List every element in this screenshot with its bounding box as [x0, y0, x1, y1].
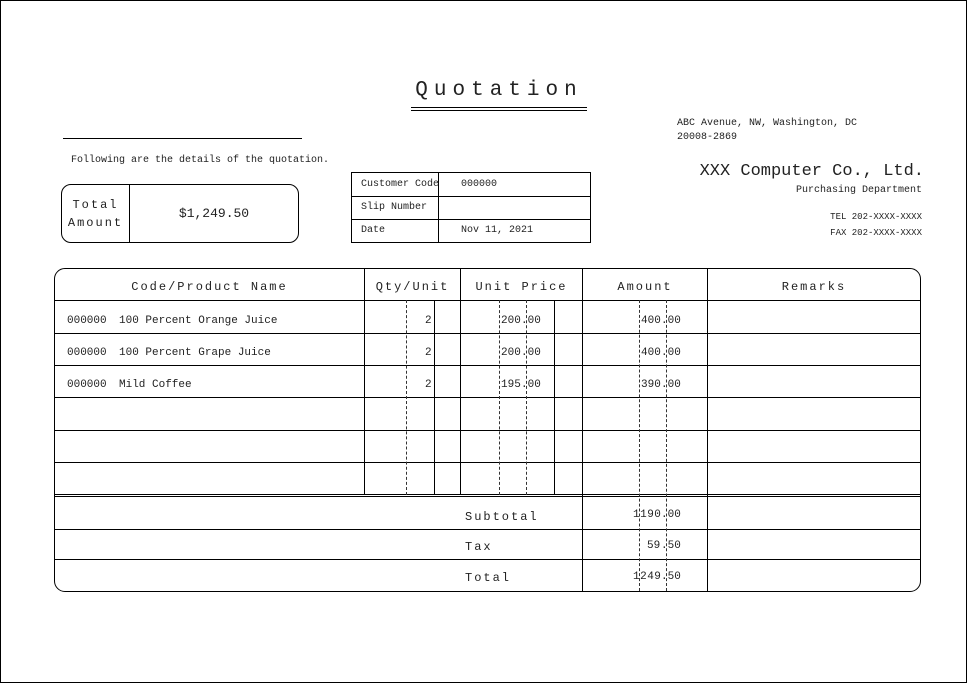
- total-amount-label: [62, 185, 130, 242]
- row-rule: [55, 462, 920, 463]
- info-value: Nov 11, 2021: [461, 225, 534, 236]
- info-key: Customer Code: [361, 179, 440, 190]
- company-tel: TEL 202-XXXX-XXXX: [830, 212, 922, 222]
- total-int: 1249: [633, 571, 662, 583]
- table-row-amount-int: 400: [641, 315, 661, 327]
- info-row-date: [352, 219, 590, 242]
- table-row-amount-int: 400: [641, 347, 661, 359]
- info-row-slip-number: [352, 196, 590, 220]
- qty-unit-divider: [434, 300, 435, 495]
- row-rule: [55, 333, 920, 334]
- document-title: Quotation: [411, 79, 587, 108]
- header-code-product: Code/Product Name: [131, 280, 288, 294]
- table-row-qty: 2: [425, 379, 432, 391]
- slip-info-table: [351, 172, 591, 243]
- table-row-price-dec: .00: [521, 347, 541, 359]
- table-row-amount-dec: .00: [661, 315, 681, 327]
- total-amount-value: $1,249.50: [178, 206, 250, 221]
- table-row-price-int: 200: [501, 347, 521, 359]
- row-rule: [55, 397, 920, 398]
- price-subdivider: [554, 300, 555, 495]
- table-row-price-int: 195: [501, 379, 521, 391]
- info-row-customer-code: [352, 173, 590, 197]
- table-row-price-dec: .00: [521, 315, 541, 327]
- table-row-product: 100 Percent Orange Juice: [119, 315, 278, 327]
- qty-digit-guide: [406, 300, 407, 495]
- items-table: [54, 268, 921, 592]
- body-end-rule: [55, 494, 920, 495]
- table-row-amount-dec: .00: [661, 347, 681, 359]
- tax-dec: .50: [661, 540, 681, 552]
- address-line-1: ABC Avenue, NW, Washington, DC: [677, 118, 858, 129]
- address-line-2: 20008-2869: [677, 132, 738, 143]
- table-row-qty: 2: [425, 347, 432, 359]
- company-address: [677, 117, 857, 145]
- table-row-qty: 2: [425, 315, 432, 327]
- table-row-code: 000000: [67, 379, 107, 391]
- recipient-name-line: [63, 138, 302, 139]
- total-amount-label-line2: Amount: [67, 215, 124, 230]
- price-digit-guide: [499, 300, 500, 495]
- info-value: 000000: [461, 179, 498, 190]
- total-dec: .50: [661, 571, 681, 583]
- col-divider: [582, 269, 583, 591]
- info-key: Date: [361, 225, 386, 236]
- subtotal-label: Subtotal: [465, 510, 539, 524]
- table-row-amount-dec: .00: [661, 379, 681, 391]
- table-row-price-int: 200: [501, 315, 521, 327]
- tax-label: Tax: [465, 540, 493, 554]
- header-rule: [55, 300, 920, 301]
- total-label: Total: [465, 571, 512, 585]
- tax-int: 59: [647, 540, 661, 552]
- company-fax: FAX 202-XXXX-XXXX: [830, 228, 922, 238]
- table-row-product: 100 Percent Grape Juice: [119, 347, 271, 359]
- table-row-code: 000000: [67, 315, 107, 327]
- footer-rule: [55, 529, 920, 530]
- table-row-product: Mild Coffee: [119, 379, 192, 391]
- price-decimal-guide: [526, 300, 527, 495]
- col-divider: [707, 269, 708, 591]
- company-department: Purchasing Department: [795, 185, 922, 196]
- header-qty-unit: Qty/Unit: [375, 280, 450, 294]
- subtotal-dec: .00: [661, 509, 681, 521]
- header-remarks: Remarks: [781, 280, 847, 294]
- amount-digit-guide: [639, 300, 640, 591]
- company-name: XXX Computer Co., Ltd.: [699, 162, 924, 181]
- total-amount-box: [61, 184, 299, 243]
- col-divider: [364, 269, 365, 495]
- intro-text: Following are the details of the quotation.: [71, 155, 330, 166]
- info-key: Slip Number: [361, 202, 428, 213]
- col-divider: [460, 269, 461, 495]
- table-row-price-dec: .00: [521, 379, 541, 391]
- header-unit-price: Unit Price: [475, 280, 568, 294]
- total-amount-label-line1: Total: [72, 197, 119, 212]
- footer-rule: [55, 559, 920, 560]
- header-amount: Amount: [617, 280, 673, 294]
- table-row-code: 000000: [67, 347, 107, 359]
- body-end-rule-double: [55, 496, 920, 497]
- row-rule: [55, 430, 920, 431]
- table-row-amount-int: 390: [641, 379, 661, 391]
- row-rule: [55, 365, 920, 366]
- subtotal-int: 1190: [633, 509, 662, 521]
